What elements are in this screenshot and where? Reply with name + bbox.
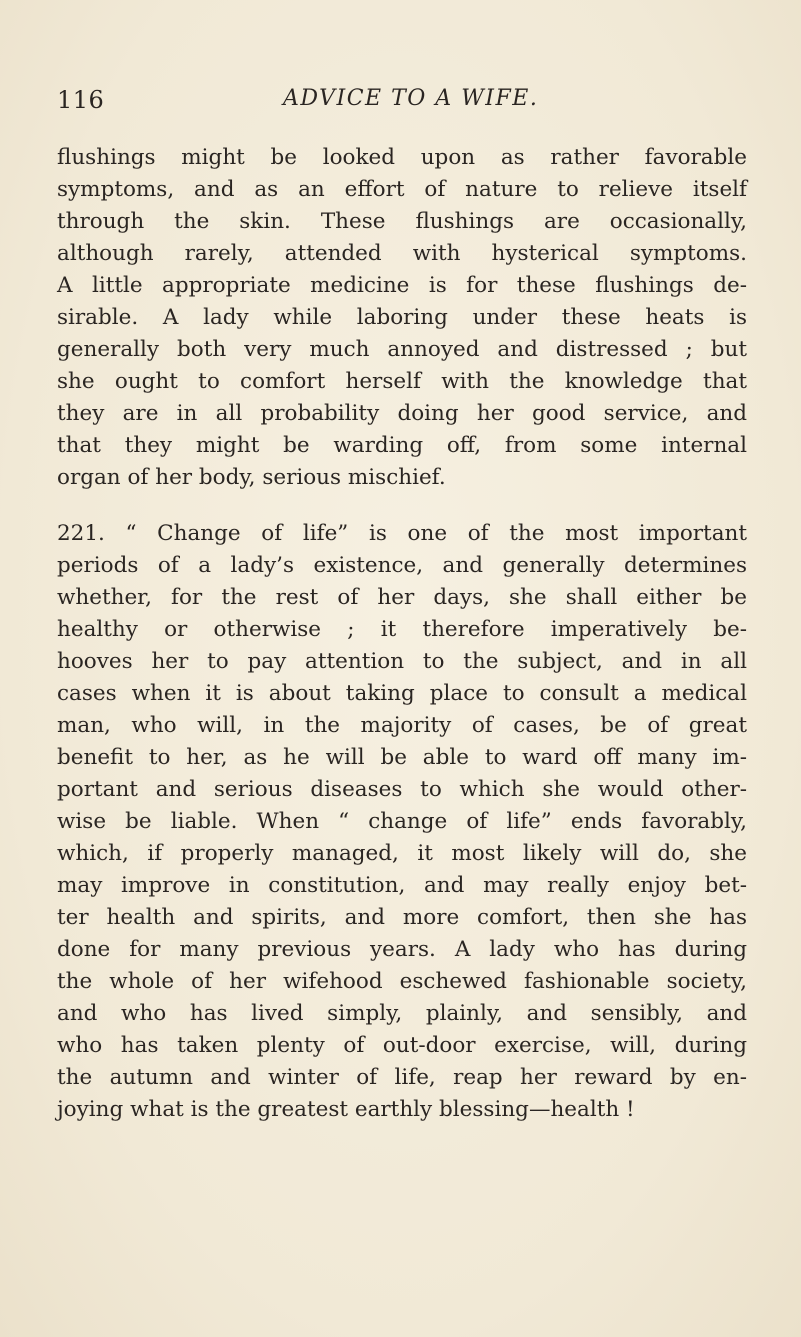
- page-header: [57, 86, 747, 120]
- text-line: who has taken plenty of out-door exercise, will, during: [57, 1033, 747, 1058]
- text-line: 221. “ Change of life” is one of the most important: [57, 521, 747, 546]
- text-line: generally both very much annoyed and distressed ; but: [57, 337, 747, 362]
- text-line: symptoms, and as an effort of nature to relieve itself: [57, 177, 747, 202]
- text-line: A little appropriate medicine is for these flushings de-: [57, 273, 747, 298]
- text-line: hooves her to pay attention to the subject, and in all: [57, 649, 747, 674]
- text-line: that they might be warding off, from some internal: [57, 433, 747, 458]
- text-line: benefit to her, as he will be able to ward off many im-: [57, 745, 747, 770]
- text-line: organ of her body, serious mischief.: [57, 465, 446, 490]
- running-head: ADVICE TO A WIFE.: [283, 86, 539, 111]
- text-line: through the skin. These flushings are occasionally,: [57, 209, 747, 234]
- text-line: ter health and spirits, and more comfort, then she has: [57, 905, 747, 930]
- text-line: joying what is the greatest earthly blessing—health !: [57, 1097, 635, 1122]
- text-line: may improve in constitution, and may really enjoy bet-: [57, 873, 747, 898]
- text-line: sirable. A lady while laboring under these heats is: [57, 305, 747, 330]
- text-line: wise be liable. When “ change of life” ends favorably,: [57, 809, 747, 834]
- text-line: they are in all probability doing her good service, and: [57, 401, 747, 426]
- text-line: periods of a lady’s existence, and generally determines: [57, 553, 747, 578]
- text-line: portant and serious diseases to which she would other-: [57, 777, 747, 802]
- text-line: the autumn and winter of life, reap her reward by en-: [57, 1065, 747, 1090]
- text-line: man, who will, in the majority of cases, be of great: [57, 713, 747, 738]
- text-line: whether, for the rest of her days, she shall either be: [57, 585, 747, 610]
- page-number: 116: [57, 86, 105, 114]
- text-line: although rarely, attended with hysterical symptoms.: [57, 241, 747, 266]
- text-line: and who has lived simply, plainly, and sensibly, and: [57, 1001, 747, 1026]
- text-line: done for many previous years. A lady who has during: [57, 937, 747, 962]
- text-line: she ought to comfort herself with the knowledge that: [57, 369, 747, 394]
- text-line: the whole of her wifehood eschewed fashionable society,: [57, 969, 747, 994]
- text-line: flushings might be looked upon as rather favorable: [57, 145, 747, 170]
- text-line: cases when it is about taking place to consult a medical: [57, 681, 747, 706]
- text-line: healthy or otherwise ; it therefore imperatively be-: [57, 617, 747, 642]
- text-line: which, if properly managed, it most likely will do, she: [57, 841, 747, 866]
